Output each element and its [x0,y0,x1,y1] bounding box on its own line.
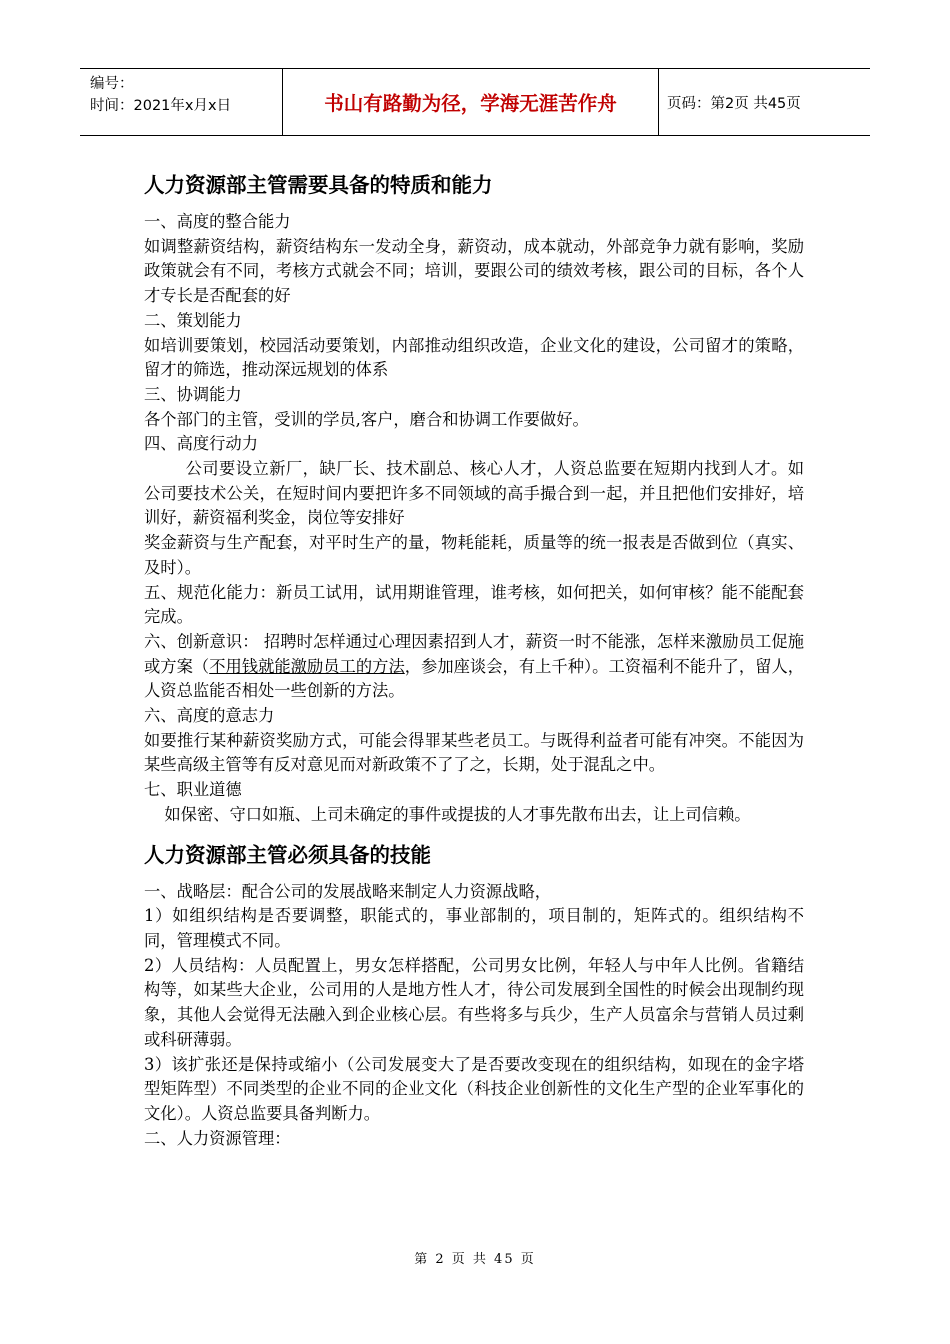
heading-strategy: 一、战略层：配合公司的发展战略来制定人力资源战略， [144,881,552,901]
paragraph-willpower: 如要推行某种薪资奖励方式，可能会得罪某些老员工。与既得利益者可能有冲突。不能因为某些高级主管等有反对意见而对新政策不了了之，长期，处于混乱之中。 [144,730,804,775]
paragraph-integration: 如调整薪资结构，薪资结构东一发动全身，薪资动，成本就动，外部竞争力就有影响，奖励政策就会有不同，考核方式就会不同；培训，要跟公司的绩效考核，跟公司的目标，各个人才专长是否配套的好 [144,236,804,306]
paragraph-bonus: 奖金薪资与生产配套，对平时生产的量，物耗能耗，质量等的统一报表是否做到位（真实、及时）。 [144,533,804,577]
page-header [80,68,870,136]
paragraph-org-structure: 1）如组织结构是否要调整，职能式的，事业部制的，项目制的，矩阵式的。组织结构不同，管理模式不同。 [144,906,804,950]
paragraph-standardization: 五、规范化能力：新员工试用，试用期谁管理，谁考核，如何把关，如何审核？能不能配套完成。 [144,582,804,627]
innovation-text-end: ，参加座谈会，有上千种）。工资福利不能升了，留人，人资总监能否相处一些创新的方法。 [144,656,804,701]
paragraph-innovation [144,630,804,704]
paragraph-action: 公司要设立新厂，缺厂长、技术副总、核心人才，人资总监要在短期内找到人才。如公司要技术公关，在短时间内要把许多不同领域的高手撮合到一起，并且把他们安排好，培训好，薪资福利奖金，岗位等安排好 [144,459,804,528]
heading-action: 四、高度行动力 [144,434,258,454]
heading-ethics: 七、职业道德 [144,780,242,800]
page-footer: 第 2 页 共 45 页 [414,1252,536,1267]
paragraph-staff-structure: 2）人员结构：人员配置上，男女怎样搭配，公司男女比例，年轻人与中年人比例。省籍结构等，如某些大企业，公司用的人是地方性人才，待公司发展到全国性的时候会出现制约现象，其他人会觉得无法融入到企业核心层。有些将多与兵少，生产人员富余与营销人员过剩或科研薄弱。 [144,955,804,1049]
header-page-info: 页码：第2页 共45页 [667,95,801,112]
heading-willpower: 六、高度的意志力 [144,706,275,726]
paragraph-coordination: 各个部门的主管，受训的学员,客户，磨合和协调工作要做好。 [144,409,589,429]
document-time-label: 时间：2021年x月x日 [90,98,232,114]
heading-coordination: 三、协调能力 [144,384,242,404]
section-title-traits: 人力资源部主管需要具备的特质和能力 [144,173,493,197]
innovation-underlined-text: 不用钱就能激励员工的方法 [209,656,405,676]
section-title-skills: 人力资源部主管必须具备的技能 [144,842,431,867]
innovation-text-start: 六、创新意识： 招聘时怎样通过心理因素招到人才，薪资一时不能涨，怎样来激励员工促施或方案（ [144,631,804,676]
document-number-label: 编号： [90,76,134,92]
header-meta [80,69,282,135]
heading-planning: 二、策划能力 [144,310,242,330]
header-motto: 书山有路勤为径，学海无涯苦作舟 [282,69,659,135]
paragraph-ethics: 如保密、守口如瓶、上司未确定的事件或提拔的人才事先散布出去，让上司信赖。 [164,804,751,824]
paragraph-expansion: 3）该扩张还是保持或缩小（公司发展变大了是否要改变现在的组织结构，如现在的金字塔型矩阵型）不同类型的企业不同的企业文化（科技企业创新性的文化生产型的企业军事化的文化）。人资总监要具备判断力。 [144,1054,804,1123]
heading-integration: 一、高度的整合能力 [144,212,291,231]
heading-hr-management: 二、人力资源管理： [144,1128,291,1148]
document-body [144,170,804,1151]
paragraph-planning: 如培训要策划，校园活动要策划，内部推动组织改造，企业文化的建设，公司留才的策略，留才的筛选，推动深远规划的体系 [144,335,804,380]
